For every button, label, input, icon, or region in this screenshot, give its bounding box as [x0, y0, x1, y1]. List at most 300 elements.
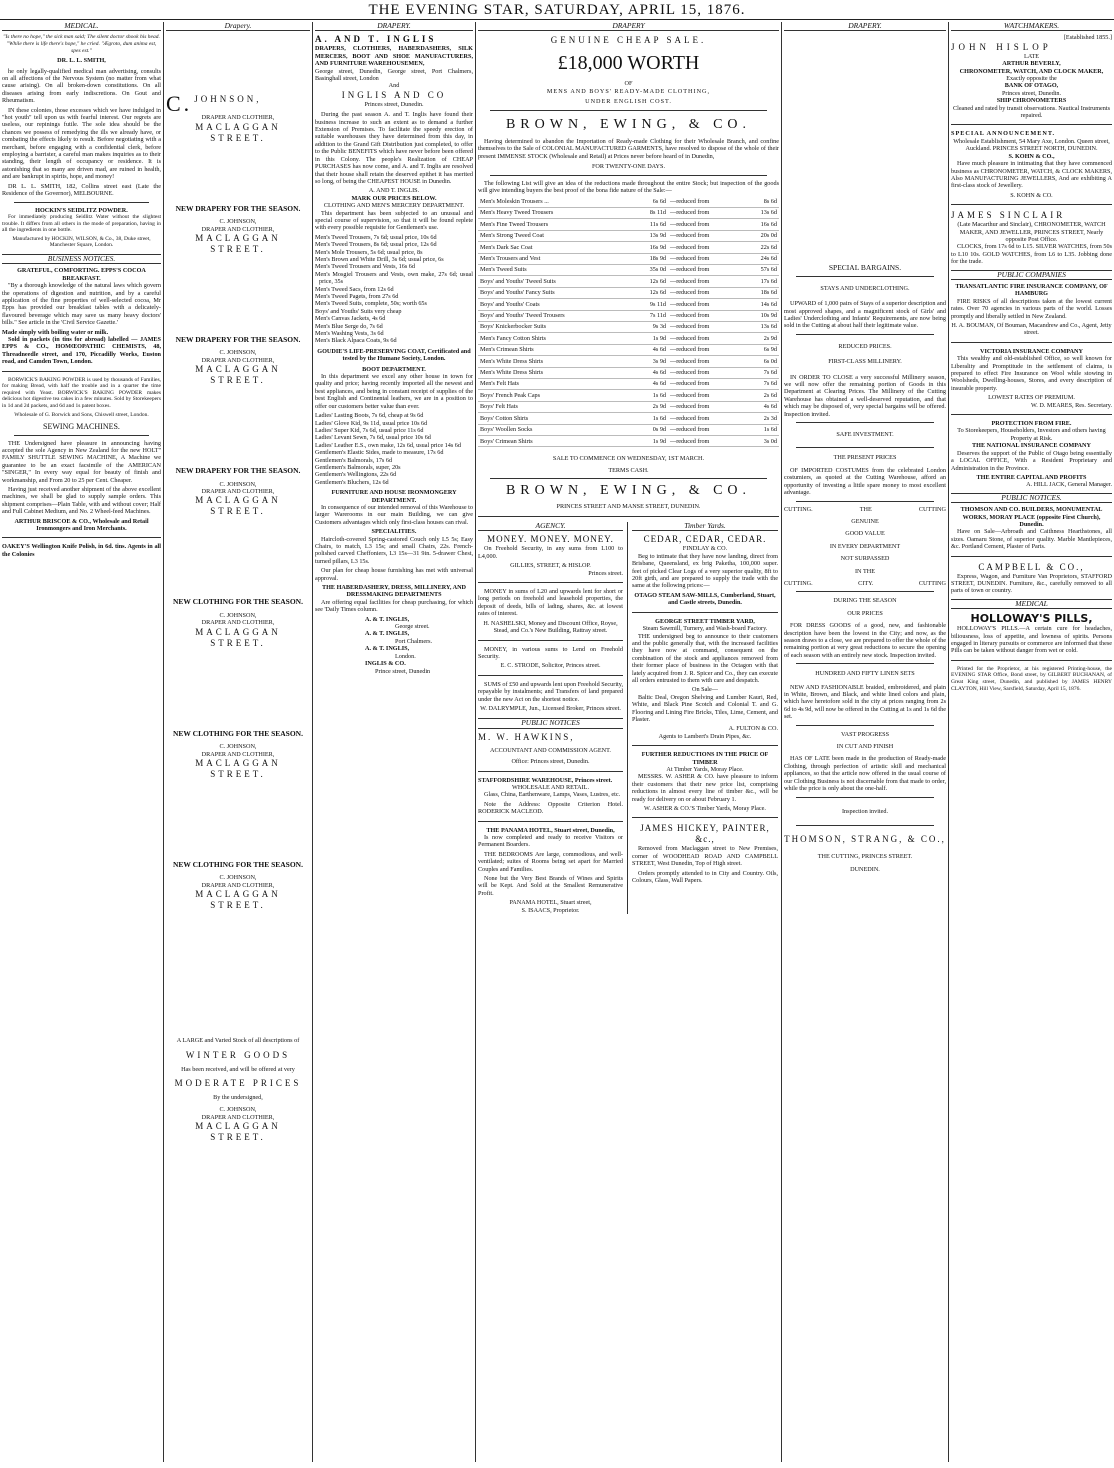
findlay: FINDLAY & CO. [682, 545, 728, 553]
sale-price: 9s 3d [633, 321, 668, 332]
sale-price: 16s 9d [633, 242, 668, 253]
doctor-body: IN these colonies, those excesses which we have indulged in "hot youth" tell upon us with fearful interest. Our regrets are useless, our repinings futile. The sole idea should be the chances we possess of remedying the ills we already have, or combating the effects likely to result. Before negotiating with a merchant, before engaging with a confidential clerk, before employing a barrister, a careful man makes inquiries as to their standing, their length of occupancy or residence. It is astonishing that so many are driven mad, are ruined in health, and are bankrupt in spirits, hope, and money! [2, 106, 161, 181]
not-surpassed: NOT SURPASSED [840, 555, 890, 563]
reduced-label: —reduced from [668, 356, 744, 367]
johnson-name: C. JOHNSON, [219, 349, 257, 357]
sale-price: 18s 9d [633, 253, 668, 264]
cutting-banner [784, 506, 946, 513]
sale-commence: SALE TO COMMENCE ON WEDNESDAY, 1ST MARCH. [552, 455, 705, 463]
reduced-label: —reduced from [668, 196, 744, 207]
johnson-street: MACLAGGAN STREET. [195, 889, 281, 911]
bouman: H. A. BOUMAN, Of Bouman, Macandrew and Co., Agent, Jetty street. [951, 322, 1112, 337]
new-clothing-title: NEW CLOTHING FOR THE SEASON. [173, 728, 303, 738]
in-the: IN THE [855, 567, 875, 575]
cutting-right: CUTTING [918, 579, 946, 587]
reduced-label: —reduced from [668, 333, 744, 344]
inglis-address: George street, Dunedin, George street, Port Chalmers, Basinghall street, London [315, 67, 473, 83]
cutting-left: CUTTING. [784, 579, 813, 587]
signature-place: Prince street, Dunedin [375, 667, 431, 675]
johnson-sub: DRAPER AND CLOTHIER, [201, 1113, 275, 1121]
transatlantic: TRANSATLANTIC FIRE INSURANCE COMPANY, OF HAMBURG [955, 282, 1108, 298]
johnson-name: C. JOHNSON, [219, 611, 257, 619]
staffordshire-address: Note the Address: Opposite Criterion Hotel. RODERICK MACLEOD. [478, 800, 623, 816]
public-notices-heading: PUBLIC NOTICES [478, 718, 623, 728]
reduced-label: —reduced from [668, 287, 744, 298]
item-name: Men's Crimean Shirts [478, 344, 633, 355]
list-item: Gentlemen's Balmorals, 17s 6d [315, 456, 393, 464]
item-name: Boys' Woollen Socks [478, 424, 633, 435]
cutting-left: CUTTING. [784, 505, 813, 513]
reduced-label: —reduced from [668, 219, 744, 230]
hawkins-role: ACCOUNTANT AND COMMISSION AGENT. [490, 746, 611, 754]
our-prices: OUR PRICES [847, 609, 883, 617]
entire-capital: THE ENTIRE CAPITAL AND PROFITS [976, 473, 1087, 481]
epps-made: Made simply with boiling water or milk. [2, 328, 109, 336]
cut-body: HAS OF LATE been made in the production of Ready-made Clothing, through perfection of artistic skill and mechanical appliances, so that the article now offered in the usual course of our Clothing Business is not discernable from that made to order, while the price is only about the one-half. [784, 755, 946, 793]
sewing-body: THE Undersigned have pleasure in announcing having accepted the sole Agency in New Zealand for the new HOLT" FAMILY SHUTTLE SEWING MACHINE, A Machine we guarantee to be an exact facsimile of the AMERICAN "SINGER," In every way equal for beauty of finish and workmanship, and From 20 to 25 per Cent. Cheaper. [2, 439, 161, 484]
reduced-label: —reduced from [668, 401, 744, 412]
list-item: Ladies' Leather E.S., own make, 12s 6d, usual price 14s 6d [315, 441, 461, 449]
thomson-body: Have on Sale—Arbroath and Caithness Hearthstones, all sizes. Oamaru Stone, of superior quality. Marble Mantlepieces, &c. Portland Cement, Plaster of Paris. [951, 528, 1112, 551]
haberdashery-body: Are offering equal facilities for cheap purchasing, for which see 'Daily Times column. [315, 598, 473, 614]
johnson-sub: DRAPER AND CLOTHIER, [201, 225, 275, 233]
reduced-label: —reduced from [668, 390, 744, 401]
item-name: Boys' Knickerbocker Suits [478, 321, 633, 332]
vast-progress: VAST PROGRESS [840, 730, 890, 738]
city-label: CITY. [858, 579, 874, 587]
price-row [478, 378, 779, 389]
list-item: Gentlemen's Bluchers, 12s 6d [315, 478, 389, 486]
column-heading: DRAPERY. [315, 22, 473, 31]
new-drapery-title: NEW DRAPERY FOR THE SEASON. [175, 203, 301, 213]
sale-price: 12s 6d [633, 287, 668, 298]
original-price: 1s 6d [744, 424, 779, 435]
medical-heading: MEDICAL [951, 599, 1112, 609]
specialities: SPECIALITIES. [371, 528, 417, 536]
brown-ewing-address: PRINCES STREET AND MANSE STREET, DUNEDIN. [556, 502, 701, 510]
brown-ewing-firm-2: BROWN, EWING, & CO. [505, 483, 752, 499]
hockins-maker: Manufactured by HOCKIN, WILSON, & Co., 38, Duke street, Manchester Square, London. [12, 235, 151, 249]
epps-title: GRATEFUL, COMFORTING. EPPS'S COCOA BREAKFAST. [17, 267, 146, 282]
list-item: Gentlemen's Balmorals, super, 20s [315, 463, 401, 471]
price-row [478, 287, 779, 298]
item-name: Men's White Dress Shirts [478, 356, 633, 367]
list-item: Men's Blue Serge do, 7s 6d [315, 322, 383, 330]
price-row [478, 310, 779, 321]
johnson-street: MACLAGGAN STREET. [195, 495, 281, 517]
sale-price: 6s 6d [633, 196, 668, 207]
original-price: 13s 6d [744, 207, 779, 218]
column-drapery-johnson [164, 22, 312, 1462]
on-sale-list: Baltic Deal, Oregon Shelving and Lumber Kauri, Red, White, and Black Pine Scotch and Colonial T. and G. Flooring and Lining Fire Bricks, Tiles, Lime, Cement, and Plaster. [632, 693, 778, 723]
fulton: A. FULTON & CO. [728, 725, 778, 733]
linen-body: NEW AND FASHIONABLE braided, embroidered, and plain in White, Brown, and Black, and white lined colors and plain, which have heretofore sold in the city at prices ranging from 2s 6d to 4s 9d, will now be offered in the Cutting at 1s and 1s 6d the set. [784, 683, 946, 721]
list-item: Men's Brown and White Drill, 3s 6d; usual price, 6s [315, 255, 444, 263]
item-name: Boys' Crimean Shirts [478, 436, 633, 447]
price-row [478, 196, 779, 207]
sale-price: 4s 6d [633, 367, 668, 378]
hickey: JAMES HICKEY, PAINTER, &c., [640, 823, 770, 845]
large-stock: A LARGE and Varied Stock of all descriptions of [176, 1037, 300, 1045]
new-clothing-ad-2 [166, 730, 310, 780]
business-notices-heading: BUSINESS NOTICES. [2, 254, 161, 264]
panama-address: PANAMA HOTEL, Stuart street, [509, 899, 592, 907]
hockins-title: HOCKIN'S SEIDLITZ POWDER. [35, 206, 128, 214]
inglis-trade: DRAPERS, CLOTHIERS, HABERDASHERS, SILK MERCERS, BOOT AND SHOE MANUFACTURERS, AND FURNITURE WAREHOUSEMEN, [315, 45, 473, 68]
sinclair-body: (Late Macarthur and Sinclair), CHRONOMETER, WATCH MAKER, AND JEWELLER, PRINCES STREET, Nearly opposite Post Office. [957, 221, 1106, 243]
otago-saw-mills: OTAGO STEAM SAW-MILLS, Cumberland, Stuart, and Castle streets, Dunedin. [634, 591, 776, 607]
price-row [478, 356, 779, 367]
johnson-sub: DRAPER AND CLOTHIER, [201, 619, 275, 627]
signature-place: Port Chalmers. [395, 637, 433, 645]
price-row [478, 436, 779, 447]
original-price: 20s 0d [744, 230, 779, 241]
money-heading: MONEY. MONEY. MONEY. [487, 534, 614, 545]
price-table [478, 196, 779, 447]
mark-prices: MARK OUR PRICES BELOW. [351, 194, 437, 202]
reduced-label: —reduced from [668, 264, 744, 275]
johnson-name: C. JOHNSON, [219, 1106, 257, 1114]
original-price: 6s 0d [744, 356, 779, 367]
protection-fire: PROTECTION FROM FIRE. [991, 420, 1072, 428]
list-item: Men's Mosgiel Trousers and Vests, own make, 27s 6d; usual price, 35s [315, 270, 473, 286]
sale-price: 1s 6d [633, 390, 668, 401]
ship-body: Cleaned and rated by transit observations. Nautical Instruments repaired. [952, 104, 1111, 120]
list-item: Boys' and Youths' Suits very cheap [315, 307, 402, 315]
panama-hotel: THE PANAMA HOTEL, Stuart street, Dunedin, [486, 826, 615, 834]
furnishing-plan: Our plan for cheap house furnishing has met with universal approval. [315, 567, 473, 582]
list-item: Gentlemen's Elastic Sides, made to measure, 17s 6d [315, 449, 444, 457]
sale-price: 7s 11d [633, 310, 668, 321]
item-name: Men's White Dress Shirts [478, 367, 633, 378]
price-row [478, 401, 779, 412]
nashelski: H. NASHELSKI, Money and Discount Office, Royse, Stead, and Co.'s New Building, Rattray street. [483, 619, 618, 635]
furniture-dept-body: In consequence of our intended removal of this Warehouse to larger Warerooms in our main Building, we can give Customers advantages which only first-class houses can rival. [315, 503, 473, 526]
reduced-label: —reduced from [668, 310, 744, 321]
sale-price: 0s 9d [633, 424, 668, 435]
inglis-intro: During the past season A. and T. Inglis have found their business increase to such an extent as to demand a further Extension of Premises. To facilitate the speedy erection of suitable warehouses they have determined from this day, in addition to the Grand Gift Distribution just completed, to offer to the Public BENEFITS which have never before been offered in this Colony. The people's Realization of CHEAP PURCHASES has now come, and A. and T. Inglis are resolved that their house shall retain the deserved epithet it has merited so long, of being the CHEAPEST HOUSE in Dunedin. [315, 111, 473, 185]
item-name: Men's Trousers and Vest [478, 253, 633, 264]
list-item: Men's Tweed Trousers, 7s 6d; usual price, 10s 6d [315, 233, 437, 241]
firm-name: JOHNSON, [194, 94, 262, 105]
sums-ad: SUMS of £50 and upwards lent upon Freehold Security, repayable by instalments; and Transfers of land prepared under the new Act on the shortest notice. [478, 680, 623, 703]
new-clothing-title: NEW CLOTHING FOR THE SEASON. [173, 859, 303, 869]
present-prices: THE PRESENT PRICES [833, 453, 897, 461]
column-drapery-cutting [782, 22, 948, 1462]
masthead: THE EVENING STAR, SATURDAY, APRIL 15, 1876. [0, 0, 1114, 20]
furniture-dept: FURNITURE AND HOUSE IRONMONGERY DEPARTMENT. [331, 489, 457, 504]
original-price: 2s 6d [744, 390, 779, 401]
strode: E. C. STRODE, Solicitor, Princes street. [500, 662, 601, 670]
item-name: Men's Fine Tweed Trousers [478, 219, 633, 230]
original-price: 7s 6d [744, 378, 779, 389]
clothing-dept: CLOTHING AND MEN'S MERCERY DEPARTMENT. [323, 202, 465, 210]
hawkins: M. W. HAWKINS, [478, 731, 575, 742]
kohn: S. KOHN & CO., [1008, 152, 1055, 160]
reduced-label: —reduced from [668, 276, 744, 287]
ship-chronometers: SHIP CHRONOMETERS [996, 97, 1067, 105]
reduced-label: —reduced from [668, 207, 744, 218]
panama-ready: Is now completed and ready to receive Visitors or Permanent Boarders. [478, 834, 623, 849]
original-price: 13s 6d [744, 321, 779, 332]
reduced-label: —reduced from [668, 321, 744, 332]
signature-place: London. [395, 652, 416, 660]
list-item: Men's Tweed Trousers, 8s 6d; usual price, 12s 6d [315, 241, 437, 249]
doctor-intro: he only legally-qualified medical man advertising, consults on all affections of the Nervous System (no matter from what cause arising). On all broken-down constitutions. On all diseases arising from early indiscretions. On Gout and Rheumatism. [2, 67, 161, 105]
hawkins-office: Office: Princes street, Dunedin. [511, 758, 590, 766]
new-drapery-title: NEW DRAPERY FOR THE SEASON. [175, 335, 301, 345]
sale-intro: Having determined to abandon the Importation of Ready-made Clothing for their Wholesale Branch, and confine themselves to the Sale of COLONIAL MANUFACTURED GARMENTS, have resolved to dispose of the whole of their present IMMENSE STOCK (Wholesale and Retail) at Prices never before heard of in Dunedin, [478, 138, 779, 160]
item-name: Boys' Cotton Shirts [478, 413, 633, 424]
clothing-dept-body: This department has been subjected to an unusual and special course of supervision, so that it will be found replete with every possible requisite for Gentlemen's use. [315, 209, 473, 232]
item-name: Men's Moleskin Trousers ... [478, 196, 633, 207]
original-price: 17s 6d [744, 276, 779, 287]
original-price: 57s 6d [744, 264, 779, 275]
campbell: CAMPBELL & CO., [978, 561, 1085, 572]
list-item: Men's Washing Vests, 3s 6d [315, 330, 384, 338]
sale-price: 1s 9d [633, 436, 668, 447]
item-name: Men's Felt Hats [478, 378, 633, 389]
original-price: 16s 6d [744, 219, 779, 230]
sale-price: 35s 0d [633, 264, 668, 275]
gillies: GILLIES, STREET, & HISLOP. [510, 562, 591, 570]
column-heading: WATCHMAKERS. [951, 22, 1112, 31]
original-price: 2s 3d [744, 413, 779, 424]
item-name: Boys' and Youths' Coats [478, 299, 633, 310]
staffordshire-trade: WHOLESALE AND RETAIL. [511, 783, 589, 791]
signature: INGLIS & CO. [365, 660, 406, 668]
stays-heading: STAYS AND UNDERCLOTHING. [820, 284, 910, 292]
item-name: Men's Dark Sac Coat [478, 242, 633, 253]
original-price: 10s 9d [744, 310, 779, 321]
list-item: Men's Tweed Suits, complete, 50s; worth 65s [315, 300, 427, 308]
timber-yards-moray: At Timber Yards, Moray Place. [666, 766, 744, 773]
on-sale: On Sale— [692, 686, 718, 694]
inglis-princes: Princes street, Dunedin. [364, 100, 424, 108]
original-price: 18s 6d [744, 287, 779, 298]
johnson-sub: DRAPER AND CLOTHIER, [201, 356, 275, 364]
johnson-name: C. JOHNSON, [219, 480, 257, 488]
national-insurance: THE NATIONAL INSURANCE COMPANY [972, 442, 1091, 450]
original-price: 8s 6d [744, 196, 779, 207]
item-name: Men's Heavy Tweed Trousers [478, 207, 633, 218]
by-undersigned: By the undersigned, [213, 1093, 263, 1101]
reduced-label: —reduced from [668, 299, 744, 310]
sale-price: 8s 11d [633, 207, 668, 218]
item-name: Boys' French Peak Caps [478, 390, 633, 401]
item-name: Boys' and Youths' Tweed Trousers [478, 310, 633, 321]
original-price: 22s 6d [744, 242, 779, 253]
list-item: Men's Black Alpaca Coats, 9s 6d [315, 337, 397, 345]
the-cutting: THE CUTTING, PRINCES STREET. [817, 852, 913, 860]
staffordshire-goods: Glass, China, Earthenware, Lamps, Vases, Lustres, etc. [484, 791, 621, 799]
johnson-sub: DRAPER AND CLOTHIER, [201, 488, 275, 496]
during-season: DURING THE SEASON [833, 597, 897, 605]
asher-sig: W. ASHER & CO.'S Timber Yards, Moray Place. [644, 805, 766, 813]
moderate-prices: MODERATE PRICES [174, 1077, 302, 1088]
boot-dept: BOOT DEPARTMENT. [362, 365, 426, 373]
special-bargains: SPECIAL BARGAINS. [828, 263, 902, 273]
epps-body: "By a thorough knowledge of the natural laws which govern the operations of digestion and nutrition, and by a careful application of the fine properties of well-selected cocoa, Mr Epps has provided our breakfast tables with a delicately-flavoured beverage which may save us many heavy doctors' bills." See article in the 'Civil Service Gazette.' [2, 282, 161, 327]
column-watchmakers [949, 22, 1114, 1462]
price-row [478, 264, 779, 275]
sale-price: 12s 6d [633, 276, 668, 287]
panama-proprietor: S. ISAACS, Proprietor. [521, 906, 580, 914]
borwick-wholesale: Wholesale of G. Borwick and Sons, Chiswell street, London. [14, 411, 149, 418]
original-price: 14s 6d [744, 299, 779, 310]
sewing-shipment: Having just received another shipment of the above excellent machines, we shall be glad to supply sample orders. This shipment comprises—Plain Table, with and without cover; Half and Full Cabinet Medium, and No. 2 Wheel-feed Machines. [2, 485, 161, 516]
price-row [478, 367, 779, 378]
campbell-body: Express, Wagon, and Furniture Van Proprietors, STAFFORD STREET, DUNEDIN. Furniture, &c., carefully removed to all parts of town or country. [951, 572, 1112, 595]
poem: "Is there no hope," the sick man said; The silent doctor shook his head. "While there is life there's hope," he cried. "Ægroto, dum anima est, spes est." [3, 34, 160, 54]
list-item: Ladies' Super Kid, 7s 6d, usual price 11s 6d [315, 426, 424, 434]
briscoe-ad: ARTHUR BRISCOE & CO., Wholesale and Retail Ironmongers and Iron Merchants. [14, 517, 149, 532]
signature: A. & T. INGLIS, [365, 615, 410, 623]
sinclair: JAMES SINCLAIR [951, 210, 1066, 221]
sale-price: 13s 9d [633, 230, 668, 241]
sale-price: 4s 6d [633, 378, 668, 389]
price-row [478, 230, 779, 241]
agency-heading: AGENCY. [478, 522, 623, 531]
column-drapery-brown-ewing [476, 22, 781, 1462]
money-three: MONEY, in various sums to Lend on Freehold Security. [478, 645, 623, 660]
inglis-signatures [315, 616, 473, 675]
original-price: 7s 6d [744, 367, 779, 378]
item-name: Men's Tweed Suits [478, 264, 633, 275]
sale-price: 3s 9d [633, 356, 668, 367]
every-department: IN EVERY DEPARTMENT [829, 542, 901, 550]
reduced-label: —reduced from [668, 230, 744, 241]
price-row [478, 413, 779, 424]
new-drapery-ad-1 [166, 205, 310, 255]
city-banner [784, 580, 946, 587]
twenty-one-days: FOR TWENTY-ONE DAYS. [591, 163, 666, 171]
genuine: GENUINE [851, 517, 879, 525]
of-label: OF [624, 80, 633, 88]
public-notices-heading: PUBLIC NOTICES. [951, 493, 1112, 503]
list-intro: The following List will give an idea of the reductions made throughout the entire Stock; but inspection of the goods will give intending buyers the best proof of the bona fide nature of the Sale:— [478, 179, 779, 195]
item-name: Boys' Felt Hats [478, 401, 633, 412]
genuine-sale: GENUINE CHEAP SALE. [550, 35, 707, 46]
timber-heading: Timber Yards. [632, 522, 778, 531]
sale-price: 1s 9d [633, 333, 668, 344]
johnson-name: C. JOHNSON, [219, 218, 257, 226]
new-clothing-ad-1 [166, 598, 310, 648]
item-name: Boys' and Youths' Fancy Suits [478, 287, 633, 298]
reduced-prices: REDUCED PRICES. [838, 342, 892, 350]
panama-bedrooms: THE BEDROOMS Are large, commodious, and well-ventilated; suites of Rooms being set apart for Married Couples and Families. [478, 850, 623, 873]
dalrymple: W. DALRYMPLE, Jun., Licensed Broker, Princes street. [480, 704, 621, 712]
kohn-establishment: Wholesale Establishment, 54 Mary Axe, London. Queen street, Auckland. PRINCES STREET NORTH, DUNEDIN. [953, 137, 1110, 153]
under-cost: UNDER ENGLISH COST. [585, 98, 672, 106]
list-item: Men's Tweed Trousers and Vests, 16s 6d [315, 263, 415, 271]
johnson-name: C. JOHNSON, [219, 743, 257, 751]
original-price: 24s 6d [744, 253, 779, 264]
goudie-coat: GOUDIE'S LIFE-PRESERVING COAT, Certificated and tested by the Humane Society, London. [317, 347, 471, 363]
original-price: 3s 0d [744, 436, 779, 447]
list-item: Men's Mole Trousers, 5s 6d; usual price, 8s [315, 248, 423, 256]
borwick-ad: BORWICK'S BAKING POWDER is used by thousands of Families, for making Bread, with half the trouble and in a quarter the time required with Yeast. BORWICK'S BAKING POWDER makes delicious hot digestive tea cakes in a few minutes. Sold by Storekeepers in 1d and 2d packets, and 6d and 1s patent boxes. [2, 376, 161, 409]
list-item: Ladies' Lasting Boots, 7s 6d, cheap at 9s 6d [315, 412, 424, 420]
sale-price: 4s 6d [633, 344, 668, 355]
johnson-sub: DRAPER AND CLOTHIER, [201, 881, 275, 889]
johnson-street: MACLAGGAN STREET. [195, 233, 281, 255]
price-row [478, 344, 779, 355]
specialities-body: Haircloth-covered Spring-castored Couch only L5 5s; Easy Chairs, to match, L3 15s; and small Chairs, 22s. French-polished carved Cheffoniers, L3 15s—31 9in. 5-drawer Chest, turned pillars, L3 15s. [315, 535, 473, 565]
printer-imprint: Printed for the Proprietor, at his registered Printing-house, the EVENING STAR Office, Bond street, by GILBERT BUCHANAN, of Great King street, Dunedin, and published by JAMES HENRY CLAYTON, Hill View, Sarsfield, Saturday, April 15, 1876. [951, 665, 1112, 692]
special-announcement: SPECIAL ANNOUNCEMENT. [951, 130, 1056, 138]
price-row [478, 424, 779, 435]
inglis-sign: A. AND T. INGLIS. [368, 187, 420, 195]
national-body: Deserves the support of the Public of Otago being essentially a LOCAL OFFICE, With a Resident Proprietary and Administration in the Province. [951, 449, 1112, 472]
column-medical [0, 22, 163, 1462]
established: [Established 1855.] [1063, 34, 1112, 42]
column-heading: DRAPERY [478, 22, 779, 31]
price-row [478, 333, 779, 344]
further-reductions: FURTHER REDUCTIONS IN THE PRICE OF TIMBER [641, 751, 769, 766]
winter-goods-ad [166, 1037, 310, 1143]
firm-initial: C. [166, 91, 193, 117]
signature: A. & T. INGLIS, [365, 645, 410, 653]
costumes-body: OF IMPORTED COSTUMES from the celebrated London costumiers, as quoted at the Cutting Warehouse, afford an opportunity of investing a little spare money to most excellent advantage. [784, 466, 946, 497]
price-row [478, 299, 779, 310]
list-item: Men's Tweed Sacs, from 12s 6d [315, 285, 394, 293]
reduced-label: —reduced from [668, 253, 744, 264]
column-heading: Drapery. [166, 22, 310, 31]
johnson-street: MACLAGGAN STREET. [195, 364, 281, 386]
list-item: Men's Canvas Jackets, 4s 6d [315, 315, 386, 323]
oakey-ad: OAKEY'S Wellington Knife Polish, in 6d. tins. Agents in all the Colonies [2, 543, 161, 558]
reduced-label: —reduced from [668, 436, 744, 447]
inglis-firm: A. AND T. INGLIS [315, 34, 437, 45]
holloway-body: HOLLOWAY'S PILLS.—A certain cure for headaches, biliousness, loss of appetite, and lowness of spirits. Persons engaged in literary pursuits or commerce are informed that these Pills can be taken without danger from wet or cold. [951, 625, 1112, 655]
sale-price: 1s 6d [633, 413, 668, 424]
new-clothing-title: NEW CLOTHING FOR THE SEASON. [173, 597, 303, 607]
kohn-sig: S. KOHN & CO. [1010, 191, 1053, 199]
meares: W. D. MEARES, Res. Secretary. [1031, 401, 1112, 409]
johnson-sub: DRAPER AND CLOTHIER, [201, 750, 275, 758]
victoria-body: This wealthy and old-established Office, so well known for Liberality and Promptitude in the settlement of claims, is prepared to effect Fire Insurance on Wool while stowing in Woolsheds, Dwelling-houses, Stores, and every description of insurable property. [951, 355, 1112, 392]
sale-price: 9s 11d [633, 299, 668, 310]
late: LATE [1023, 52, 1040, 60]
price-row [478, 390, 779, 401]
item-name: Men's Strong Tweed Coat [478, 230, 633, 241]
boot-dept-body: In this department we excel any other house in town for quality and price; having recently imported all the newest and best appliances, and being in constant receipt of supplies of the best English and Continental leathers, we are in a position to offer our customers better value than ever. [315, 373, 473, 410]
new-drapery-ad-3 [166, 467, 310, 517]
firm-sub: DRAPER AND CLOTHIER, [201, 114, 275, 122]
clothing-item-list [315, 234, 473, 345]
cedar-heading: CEDAR, CEDAR, CEDAR. [643, 534, 767, 545]
agency-subcolumn [478, 522, 628, 914]
price-row [478, 276, 779, 287]
received: Has been received, and will be offered at very [181, 1065, 295, 1073]
item-name: Boys' and Youths' Tweed Suits [478, 276, 633, 287]
sale-price: 11s 6d [633, 219, 668, 230]
price-row [478, 321, 779, 332]
gillies-street: Princes street. [588, 569, 623, 577]
sale-price: 2s 9d [633, 401, 668, 412]
the-label: THE [859, 505, 872, 513]
george-timber-yard: GEORGE STREET TIMBER YARD, [655, 617, 755, 625]
reduced-label: —reduced from [668, 367, 744, 378]
johnson-street: MACLAGGAN STREET. [195, 1121, 281, 1143]
signature: A. & T. INGLIS, [365, 630, 410, 638]
money-body: On Freehold Security, in any sums from L100 to L4,000. [478, 545, 623, 560]
new-drapery-title: NEW DRAPERY FOR THE SEASON. [175, 466, 301, 476]
price-row [478, 253, 779, 264]
george-body: THE undersigned beg to announce to their customers and the public generally that, with the increased facilities they have now at command, consequent on the combination of the stock and appliances removed from their former place of business in the Octagon with that lately acquired from J. R. Spicer and Co., they can execute all orders entrusted to them with care and despatch. [632, 632, 778, 684]
timber-subcolumn [628, 522, 778, 914]
